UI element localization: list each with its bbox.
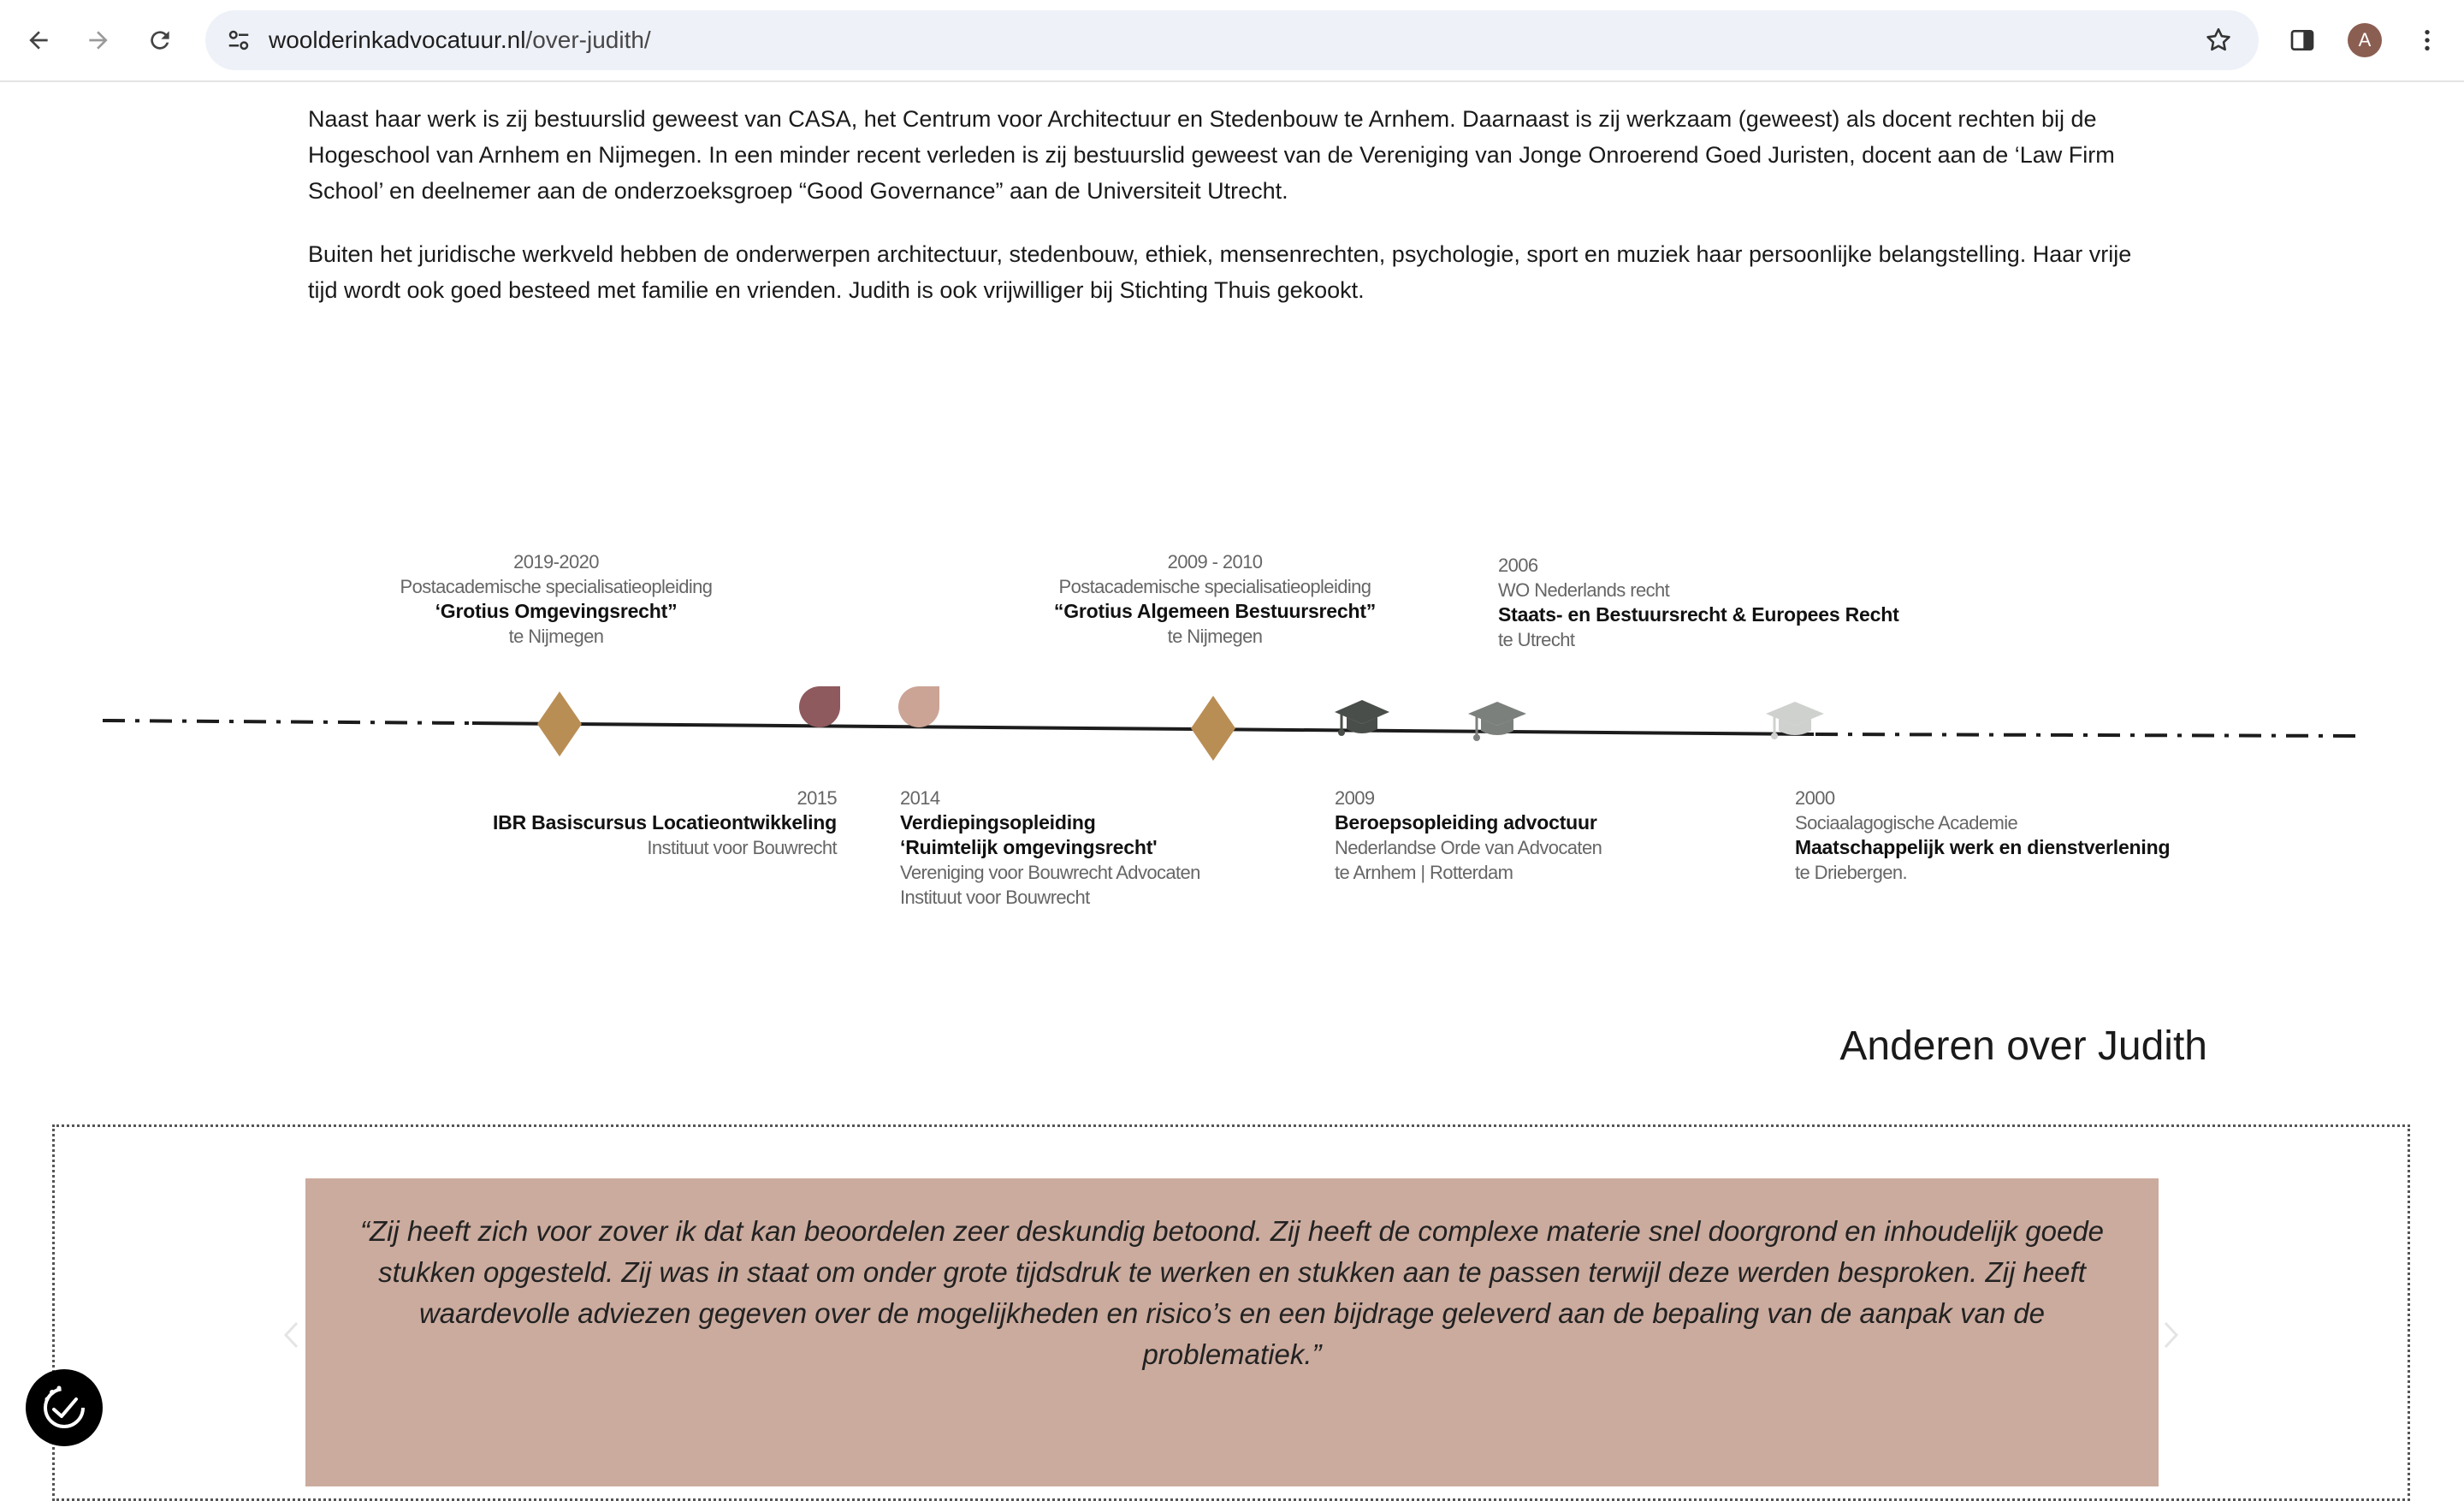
entry-line: Instituut voor Bouwrecht xyxy=(647,837,837,858)
drop-marker-2015 xyxy=(799,686,840,727)
entry-line-2: Instituut voor Bouwrecht xyxy=(900,887,1090,908)
testimonial-quote: “Zij heeft zich voor zover ik dat kan beoordelen zeer deskundig betoond. Zij heeft de complexe materie snel doorgrond en inhoudelijk goede stukken opgesteld. Zij was in staat om onder grote tijdsdruk te werken en stukken aan te passen terwijl deze werden besproken. Zij heeft waardevolle adviezen gegeven over de mogelijkheden en risico’s en een bijdrage geleverd aan de bepaling van de aanpak van de problematiek.” xyxy=(359,1215,2105,1370)
carousel-next-button[interactable] xyxy=(2159,1318,2184,1352)
browser-toolbar xyxy=(0,0,2464,82)
back-button[interactable] xyxy=(17,19,60,62)
entry-type: Sociaalagogische Academie xyxy=(1795,812,2018,834)
browser-menu-button[interactable] xyxy=(2406,19,2449,62)
entry-title: IBR Basiscursus Locatieontwikkeling xyxy=(492,811,837,834)
testimonial-card xyxy=(305,1178,2159,1486)
carousel-prev-button[interactable] xyxy=(278,1318,304,1352)
profile-avatar[interactable]: A xyxy=(2348,23,2382,57)
entry-line: Nederlandse Orde van Advocaten xyxy=(1335,837,1602,858)
intro-paragraph-2: Buiten het juridische werkveld hebben de onderwerpen architectuur, stedenbouw, ethiek, mensenrechten, psychologie, sport en muziek haar persoonlijke belangstelling. Haar vrije tijd wordt ook goed besteed met familie en vrienden. Judith is ook vrijwilliger bij Stichting Thuis gekookt. xyxy=(308,241,2132,303)
entry-title: Maatschappelijk werk en dienstverlening xyxy=(1795,836,2171,858)
side-panel-button[interactable] xyxy=(2281,19,2324,62)
graduation-cap-icon-2000 xyxy=(1766,702,1824,739)
timeline-entry-2006 xyxy=(1498,553,1899,652)
entry-year: 2009 - 2010 xyxy=(1167,551,1263,573)
timeline-entry-2014 xyxy=(900,786,1200,910)
tune-icon xyxy=(226,27,252,53)
entry-title: Staats- en Bestuursrecht & Europees Recht xyxy=(1498,603,1899,626)
diamond-marker-2009-2010 xyxy=(1191,696,1235,761)
entry-line-2: te Arnhem | Rotterdam xyxy=(1335,862,1513,883)
entry-year: 2014 xyxy=(900,787,940,809)
entry-place: te Driebergen. xyxy=(1795,862,1908,883)
testimonials-heading: Anderen over Judith xyxy=(1839,1023,2207,1069)
drop-marker-2014 xyxy=(898,686,939,727)
entry-title: ‘Grotius Omgevingsrecht” xyxy=(435,600,678,622)
arrow-right-icon xyxy=(85,27,112,54)
timeline-entry-2009-2010 xyxy=(1001,549,1429,649)
entry-type: WO Nederlands recht xyxy=(1498,579,1670,601)
bookmark-button[interactable] xyxy=(2197,19,2240,62)
diamond-marker-2019 xyxy=(537,691,582,756)
accessibility-icon xyxy=(37,1380,92,1435)
url-path: /over-judith/ xyxy=(525,27,651,53)
timeline-dashed-right xyxy=(1815,734,2363,736)
entry-title: “Grotius Algemeen Bestuursrecht” xyxy=(1053,600,1377,622)
entry-year: 2006 xyxy=(1498,555,1538,576)
side-panel-icon xyxy=(2289,27,2316,54)
entry-title: Beroepsopleiding advoctuur xyxy=(1335,811,1597,834)
timeline-entry-2015 xyxy=(376,786,837,860)
entry-year: 2015 xyxy=(797,787,837,809)
timeline-graphic xyxy=(0,667,2464,770)
arrow-left-icon xyxy=(25,27,52,54)
entry-type: Postacademische specialisatieopleiding xyxy=(1058,576,1371,597)
entry-type: Postacademische specialisatieopleiding xyxy=(400,576,713,597)
entry-year: 2009 xyxy=(1335,787,1375,809)
entry-title-2: ‘Ruimtelijk omgevingsrecht' xyxy=(900,836,1158,858)
forward-button[interactable] xyxy=(77,19,120,62)
entry-title: Verdiepingsopleiding xyxy=(900,811,1096,834)
url-text[interactable] xyxy=(269,10,651,70)
timeline-dashed-left xyxy=(103,721,471,723)
entry-line: Vereniging voor Bouwrecht Advocaten xyxy=(900,862,1200,883)
entry-place: te Nijmegen xyxy=(508,626,604,647)
entry-year: 2000 xyxy=(1795,787,1835,809)
intro-paragraph-1: Naast haar werk is zij bestuurslid geweest van CASA, het Centrum voor Architectuur en Stedenbouw te Arnhem. Daarnaast is zij werkzaam (geweest) als docent rechten bij de Hogeschool van Arnhem en Nijmegen. In een minder recent verleden is zij bestuurslid geweest van de Vereniging van Jonge Onroerend Goed Juristen, docent aan de ‘Law Firm School’ en deelnemer aan de onderzoeksgroep “Good Governance” aan de Universiteit Utrecht. xyxy=(308,106,2115,204)
entry-year: 2019-2020 xyxy=(513,551,599,573)
entry-place: te Nijmegen xyxy=(1167,626,1263,647)
site-info-button[interactable] xyxy=(217,19,260,62)
address-bar[interactable] xyxy=(205,10,2259,70)
chevron-left-icon xyxy=(282,1320,299,1350)
timeline-entry-2019-2020 xyxy=(359,549,753,649)
reload-button[interactable] xyxy=(139,19,181,62)
url-domain: woolderinkadvocatuur.nl xyxy=(269,27,526,53)
entry-place: te Utrecht xyxy=(1498,629,1575,650)
graduation-cap-icon-2006 xyxy=(1468,702,1526,741)
timeline-entry-2000 xyxy=(1795,786,2170,885)
chevron-right-icon xyxy=(2163,1320,2180,1350)
timeline-solid-line xyxy=(472,723,1814,734)
star-icon xyxy=(2204,26,2233,55)
kebab-menu-icon xyxy=(2414,27,2441,54)
reload-icon xyxy=(146,27,174,54)
accessibility-button[interactable] xyxy=(26,1369,103,1446)
timeline-entry-2009 xyxy=(1335,786,1602,885)
